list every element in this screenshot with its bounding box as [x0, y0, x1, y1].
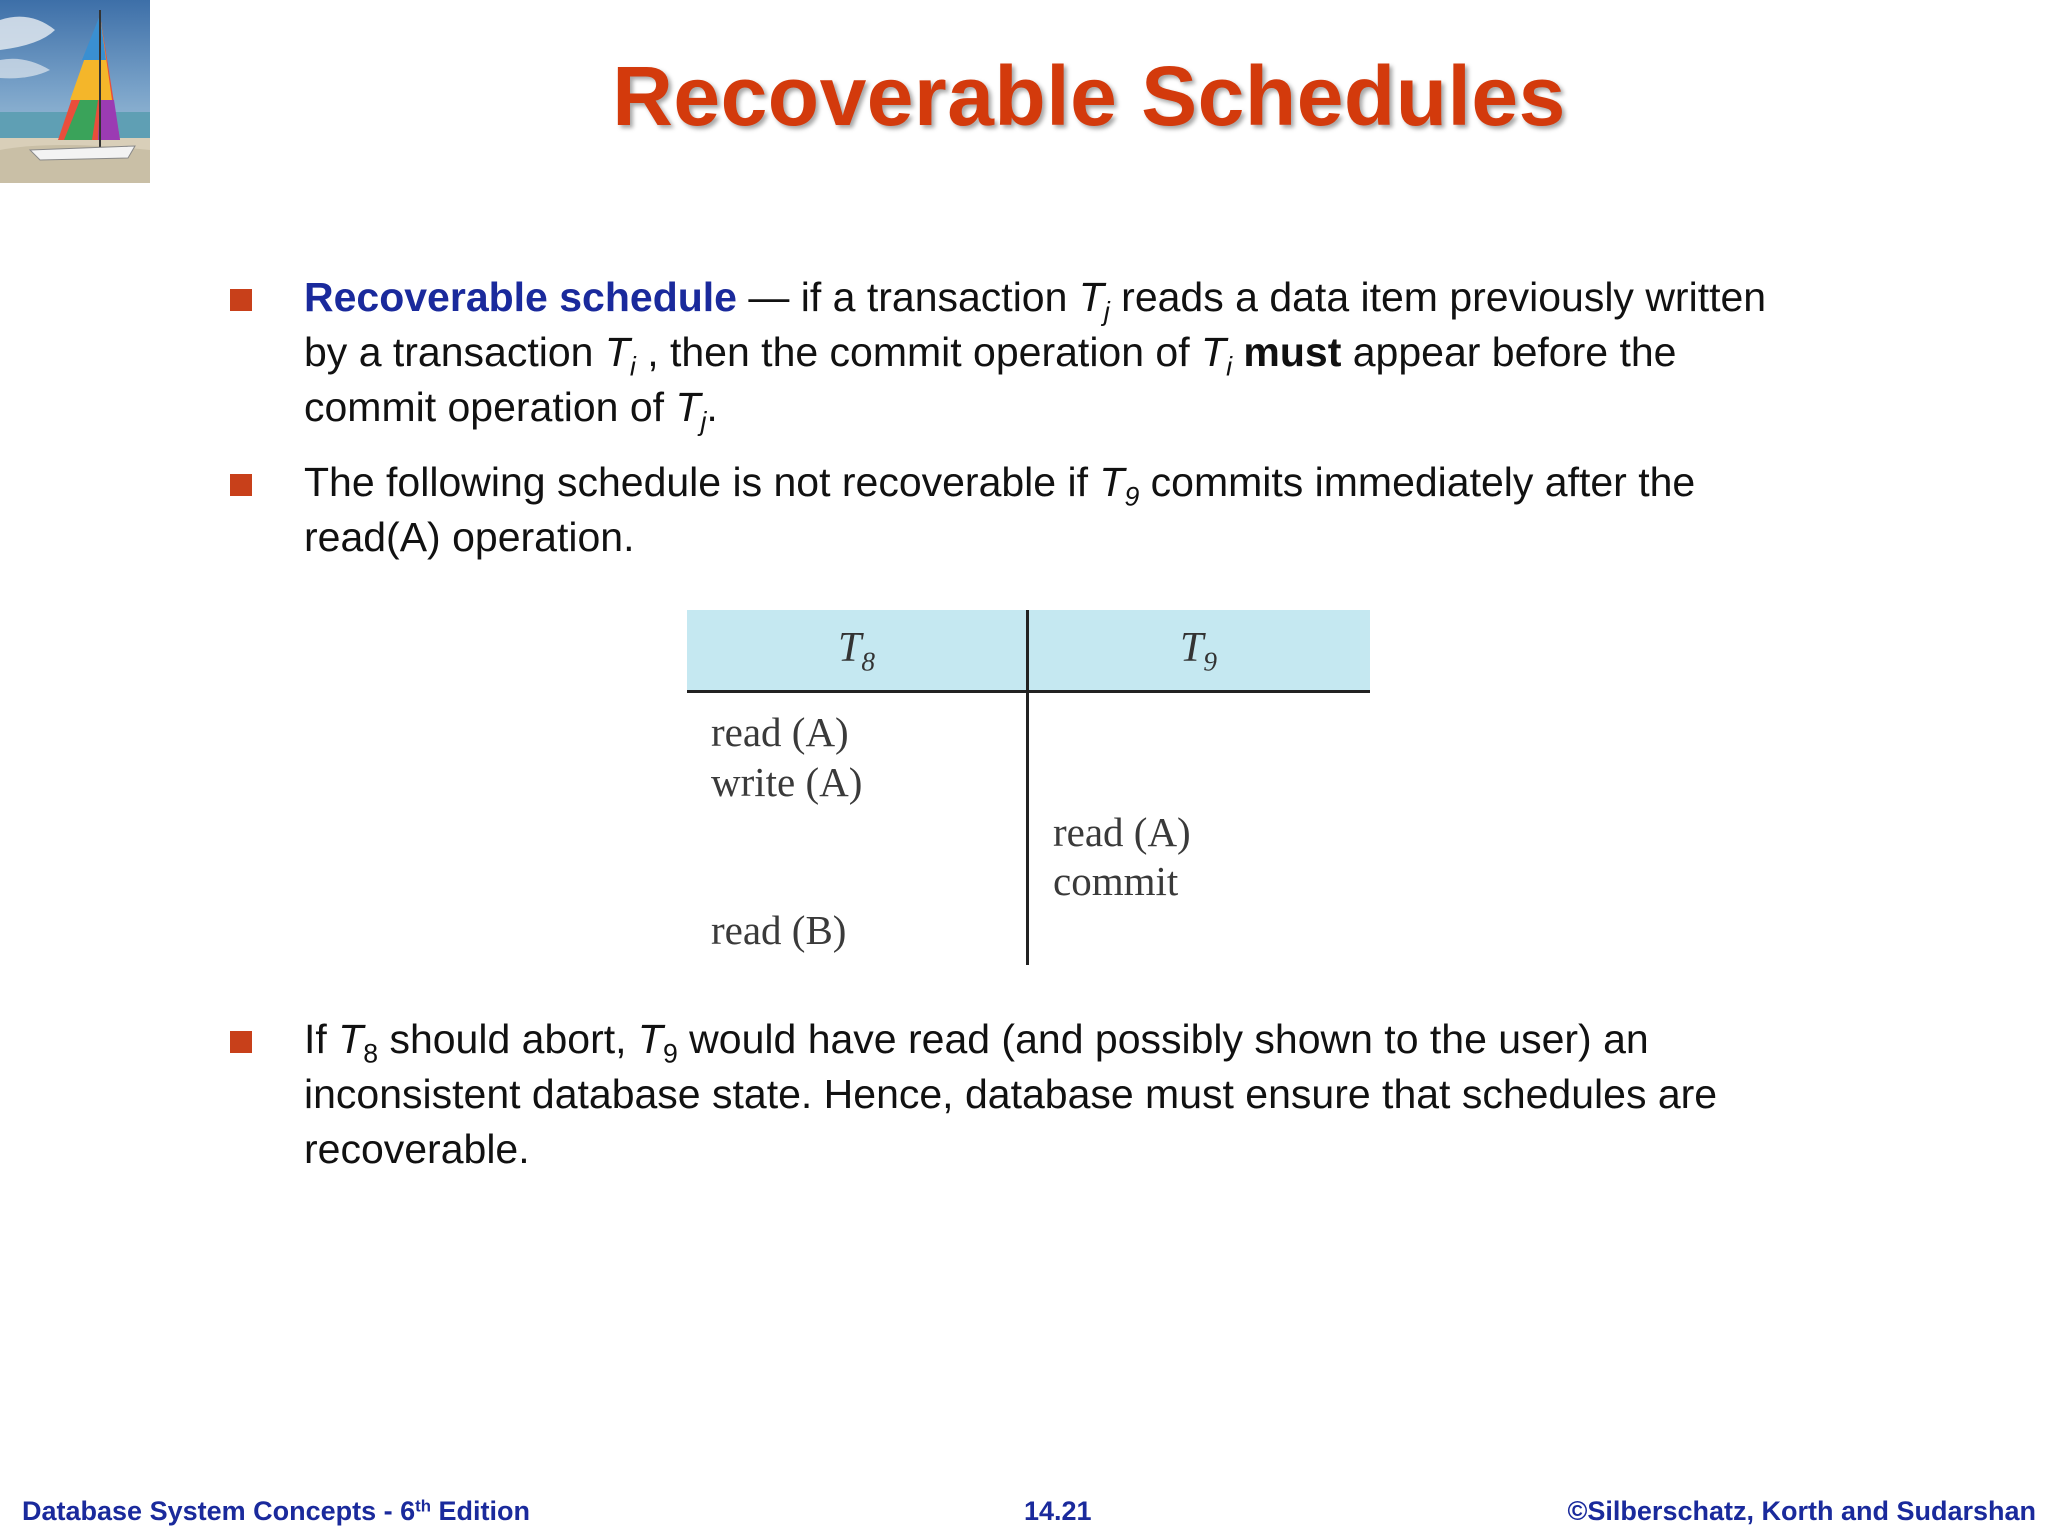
t9-op-commit: commit — [1053, 858, 1179, 904]
bullet-list — [230, 270, 1790, 585]
var-subscript: j — [1103, 296, 1110, 327]
square-bullet-icon — [230, 1031, 252, 1053]
text: would have read (and possibly shown to the user) an inconsistent database state. Hence, database must ensure that schedules are recoverable. — [304, 1016, 1718, 1172]
bullet-abort-consequence — [230, 1012, 1790, 1197]
t8-op-write-a: write (A) — [711, 759, 863, 805]
column-header-t9: $T_9$ — [1179, 625, 1217, 677]
term-recoverable-schedule: Recoverable schedule — [304, 274, 737, 320]
column-divider — [1026, 610, 1029, 965]
slide-footer — [0, 1496, 2048, 1532]
var-t: T — [675, 384, 701, 430]
column-header-t8: $T_8$ — [837, 625, 875, 677]
var-subscript: j — [700, 406, 707, 437]
var-subscript: 9 — [662, 1038, 678, 1069]
text: — if a transaction — [736, 274, 1079, 320]
bullet-recoverable-definition — [230, 270, 1790, 435]
emphasis-must: must — [1243, 329, 1342, 375]
footer-slide-number: 14.21 — [1024, 1496, 1092, 1526]
text: , then the commit operation of — [635, 329, 1202, 375]
text: reads a data item previously written by a transaction — [304, 274, 1767, 375]
text: If — [304, 1016, 339, 1062]
t9-op-read-a: read (A) — [1053, 809, 1191, 855]
var-t: T — [1201, 329, 1227, 375]
var-t: T — [637, 1016, 663, 1062]
text: commits immediately after the read(A) operation. — [304, 459, 1696, 560]
bullet-body — [230, 1012, 1790, 1177]
slide-title: Recoverable Schedules — [612, 49, 1566, 143]
var-t: T — [604, 329, 630, 375]
var-t: T — [1099, 459, 1125, 505]
t8-op-read-a: read (A) — [711, 709, 849, 755]
var-subscript: 8 — [363, 1038, 379, 1069]
text: should abort, — [378, 1016, 638, 1062]
footer-book-title: Database System Concepts - 6th Edition — [22, 1496, 530, 1526]
var-subscript: 9 — [1124, 481, 1140, 512]
square-bullet-icon — [230, 474, 252, 496]
var-t: T — [1078, 274, 1104, 320]
bullet-not-recoverable-example — [230, 455, 1790, 565]
t8-op-read-b: read (B) — [711, 907, 847, 953]
schedule-table — [687, 610, 1370, 965]
text: appear before the commit operation of — [304, 329, 1677, 430]
var-subscript: i — [629, 351, 636, 382]
var-t: T — [338, 1016, 364, 1062]
square-bullet-icon — [230, 289, 252, 311]
text: The following schedule is not recoverable if — [304, 459, 1100, 505]
text: . — [706, 384, 718, 430]
footer-copyright: ©Silberschatz, Korth and Sudarshan — [1567, 1496, 2036, 1526]
var-subscript: i — [1226, 351, 1232, 382]
